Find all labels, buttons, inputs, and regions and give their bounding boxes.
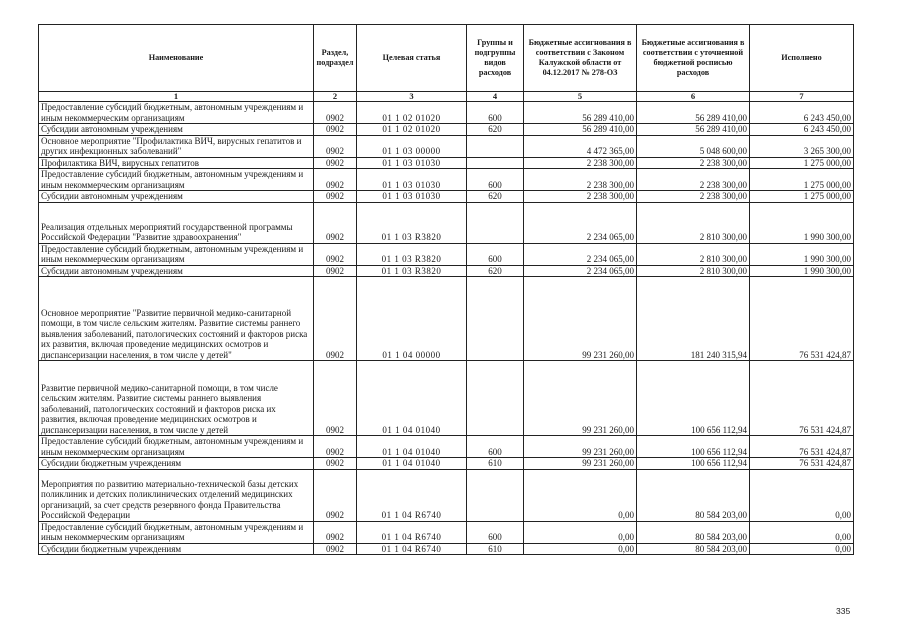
table-cell-group: 600	[467, 436, 524, 458]
table-cell-section: 0902	[314, 243, 357, 265]
table-cell-section: 0902	[314, 521, 357, 543]
table-cell-budget-refined: 100 656 112,94	[637, 458, 750, 470]
table-cell-budget-refined: 80 584 203,00	[637, 469, 750, 521]
table-cell-group: 600	[467, 243, 524, 265]
header-budget-refined: Бюджетные ассигнования в соответствии с уточненной бюджетной росписью расходов	[637, 25, 750, 92]
table-cell-budget-law: 2 238 300,00	[524, 191, 637, 203]
table-cell-group: 620	[467, 124, 524, 136]
header-executed: Исполнено	[750, 25, 854, 92]
table-cell-group	[467, 469, 524, 521]
table-cell-executed: 1 275 000,00	[750, 169, 854, 191]
table-cell-name: Субсидии автономным учреждениям	[39, 265, 314, 277]
table-cell-section: 0902	[314, 169, 357, 191]
table-body	[39, 102, 854, 555]
table-cell-target: 01 1 03 01030	[357, 169, 467, 191]
table-cell-executed: 6 243 450,00	[750, 124, 854, 136]
column-number-row	[39, 92, 854, 102]
table-cell-budget-law: 0,00	[524, 543, 637, 555]
table-cell-section: 0902	[314, 265, 357, 277]
table-cell-name: Предоставление субсидий бюджетным, автономным учреждениям и иным некоммерческим организациям	[39, 521, 314, 543]
table-cell-target: 01 1 04 01040	[357, 458, 467, 470]
budget-table	[38, 24, 854, 555]
table-cell-budget-refined: 2 810 300,00	[637, 265, 750, 277]
header-budget-law: Бюджетные ассигнования в соответствии с Законом Калужской области от 04.12.2017 № 278-ОЗ	[524, 25, 637, 92]
column-number: 1	[39, 92, 314, 102]
table-row	[39, 157, 854, 169]
table-cell-section: 0902	[314, 157, 357, 169]
table-cell-group	[467, 135, 524, 157]
table-cell-budget-law: 2 238 300,00	[524, 157, 637, 169]
table-cell-budget-refined: 2 810 300,00	[637, 243, 750, 265]
table-cell-group: 620	[467, 265, 524, 277]
table-cell-executed: 1 275 000,00	[750, 157, 854, 169]
column-number: 6	[637, 92, 750, 102]
table-cell-budget-law: 2 234 065,00	[524, 243, 637, 265]
table-cell-budget-refined: 56 289 410,00	[637, 124, 750, 136]
column-number: 5	[524, 92, 637, 102]
table-cell-budget-law: 99 231 260,00	[524, 436, 637, 458]
table-cell-section: 0902	[314, 458, 357, 470]
table-cell-budget-law: 0,00	[524, 469, 637, 521]
table-cell-budget-refined: 5 048 600,00	[637, 135, 750, 157]
table-cell-name: Предоставление субсидий бюджетным, автономным учреждениям и иным некоммерческим организациям	[39, 243, 314, 265]
table-cell-target: 01 1 04 00000	[357, 277, 467, 361]
table-cell-name: Субсидии бюджетным учреждениям	[39, 458, 314, 470]
table-cell-section: 0902	[314, 191, 357, 203]
table-row	[39, 543, 854, 555]
table-cell-target: 01 1 04 R6740	[357, 543, 467, 555]
table-cell-section: 0902	[314, 469, 357, 521]
table-cell-name: Субсидии автономным учреждениям	[39, 124, 314, 136]
table-cell-name: Предоставление субсидий бюджетным, автономным учреждениям и иным некоммерческим организациям	[39, 102, 314, 124]
table-cell-group	[467, 202, 524, 243]
table-row	[39, 436, 854, 458]
table-cell-budget-law: 56 289 410,00	[524, 124, 637, 136]
table-cell-name: Реализация отдельных мероприятий государственной программы Российской Федерации "Развитие здравоохранения"	[39, 202, 314, 243]
table-cell-budget-refined: 100 656 112,94	[637, 436, 750, 458]
table-cell-section: 0902	[314, 124, 357, 136]
header-row	[39, 25, 854, 92]
table-row	[39, 169, 854, 191]
table-row	[39, 102, 854, 124]
table-row	[39, 265, 854, 277]
table-cell-executed: 76 531 424,87	[750, 277, 854, 361]
table-cell-target: 01 1 04 R6740	[357, 521, 467, 543]
table-cell-executed: 1 990 300,00	[750, 202, 854, 243]
table-cell-executed: 0,00	[750, 521, 854, 543]
table-cell-group	[467, 277, 524, 361]
table-cell-budget-law: 56 289 410,00	[524, 102, 637, 124]
column-number: 4	[467, 92, 524, 102]
table-cell-executed: 1 275 000,00	[750, 191, 854, 203]
table-cell-name: Предоставление субсидий бюджетным, автономным учреждениям и иным некоммерческим организациям	[39, 436, 314, 458]
table-cell-group: 610	[467, 543, 524, 555]
table-cell-budget-refined: 80 584 203,00	[637, 521, 750, 543]
table-cell-name: Основное мероприятие "Развитие первичной медико-санитарной помощи, в том числе сельским жителям. Развитие системы раннего выявления заболеваний, патологических состояний и факторов риска их развития, включая проведение медицинских осмотров и диспансеризации населения, в том числе у детей"	[39, 277, 314, 361]
table-cell-group: 620	[467, 191, 524, 203]
table-cell-executed: 76 531 424,87	[750, 458, 854, 470]
table-cell-target: 01 1 03 01030	[357, 157, 467, 169]
table-cell-target: 01 1 04 R6740	[357, 469, 467, 521]
table-cell-budget-law: 0,00	[524, 521, 637, 543]
table-cell-executed: 3 265 300,00	[750, 135, 854, 157]
table-cell-executed: 0,00	[750, 543, 854, 555]
table-row	[39, 243, 854, 265]
budget-table-sheet	[38, 24, 853, 555]
table-cell-executed: 1 990 300,00	[750, 243, 854, 265]
table-cell-executed: 76 531 424,87	[750, 436, 854, 458]
table-cell-executed: 6 243 450,00	[750, 102, 854, 124]
table-cell-executed: 0,00	[750, 469, 854, 521]
table-cell-executed: 76 531 424,87	[750, 361, 854, 436]
table-cell-budget-law: 2 238 300,00	[524, 169, 637, 191]
table-cell-budget-law: 2 234 065,00	[524, 265, 637, 277]
table-cell-budget-law: 2 234 065,00	[524, 202, 637, 243]
header-group: Группы и подгруппы видов расходов	[467, 25, 524, 92]
table-row	[39, 135, 854, 157]
table-cell-group: 610	[467, 458, 524, 470]
column-number: 7	[750, 92, 854, 102]
table-cell-section: 0902	[314, 543, 357, 555]
table-cell-target: 01 1 02 01020	[357, 102, 467, 124]
table-cell-name: Мероприятия по развитию материально-технической базы детских поликлиник и детских поликлинических отделений медицинских организаций, за счет средств резервного фонда Правительства Российской Федерации	[39, 469, 314, 521]
table-cell-name: Субсидии автономным учреждениям	[39, 191, 314, 203]
table-cell-group: 600	[467, 521, 524, 543]
table-cell-section: 0902	[314, 436, 357, 458]
table-row	[39, 124, 854, 136]
table-cell-target: 01 1 02 01020	[357, 124, 467, 136]
table-cell-section: 0902	[314, 135, 357, 157]
table-cell-name: Субсидии бюджетным учреждениям	[39, 543, 314, 555]
table-cell-executed: 1 990 300,00	[750, 265, 854, 277]
table-cell-budget-refined: 2 238 300,00	[637, 157, 750, 169]
table-row	[39, 458, 854, 470]
table-cell-name: Развитие первичной медико-санитарной помощи, в том числе сельским жителям. Развитие системы раннего выявления заболеваний, патологических состояний и факторов риска их развития, включая проведение медицинских осмотров и диспансеризации населения, в том числе у детей	[39, 361, 314, 436]
table-cell-target: 01 1 04 01040	[357, 436, 467, 458]
column-number: 2	[314, 92, 357, 102]
column-number: 3	[357, 92, 467, 102]
table-cell-budget-refined: 56 289 410,00	[637, 102, 750, 124]
table-cell-section: 0902	[314, 277, 357, 361]
table-cell-section: 0902	[314, 202, 357, 243]
table-cell-group: 600	[467, 102, 524, 124]
table-cell-name: Профилактика ВИЧ, вирусных гепатитов	[39, 157, 314, 169]
table-cell-name: Основное мероприятие "Профилактика ВИЧ, вирусных гепатитов и других инфекционных заболеваний"	[39, 135, 314, 157]
table-cell-group	[467, 361, 524, 436]
table-cell-target: 01 1 03 00000	[357, 135, 467, 157]
table-cell-section: 0902	[314, 102, 357, 124]
table-row	[39, 469, 854, 521]
table-row	[39, 277, 854, 361]
table-cell-target: 01 1 03 R3820	[357, 243, 467, 265]
header-section: Раздел, подраздел	[314, 25, 357, 92]
table-cell-group	[467, 157, 524, 169]
header-name: Наименование	[39, 25, 314, 92]
table-cell-budget-refined: 181 240 315,94	[637, 277, 750, 361]
table-row	[39, 361, 854, 436]
page-number: 335	[836, 606, 851, 616]
table-cell-section: 0902	[314, 361, 357, 436]
header-target: Целевая статья	[357, 25, 467, 92]
table-cell-budget-refined: 2 238 300,00	[637, 191, 750, 203]
table-cell-budget-refined: 80 584 203,00	[637, 543, 750, 555]
table-cell-target: 01 1 04 01040	[357, 361, 467, 436]
table-cell-budget-refined: 2 810 300,00	[637, 202, 750, 243]
table-row	[39, 202, 854, 243]
table-cell-budget-law: 4 472 365,00	[524, 135, 637, 157]
table-row	[39, 191, 854, 203]
table-cell-budget-law: 99 231 260,00	[524, 458, 637, 470]
table-cell-target: 01 1 03 01030	[357, 191, 467, 203]
table-row	[39, 521, 854, 543]
table-cell-budget-refined: 2 238 300,00	[637, 169, 750, 191]
table-cell-target: 01 1 03 R3820	[357, 202, 467, 243]
table-cell-budget-law: 99 231 260,00	[524, 277, 637, 361]
table-cell-budget-refined: 100 656 112,94	[637, 361, 750, 436]
table-cell-target: 01 1 03 R3820	[357, 265, 467, 277]
table-cell-name: Предоставление субсидий бюджетным, автономным учреждениям и иным некоммерческим организациям	[39, 169, 314, 191]
table-cell-budget-law: 99 231 260,00	[524, 361, 637, 436]
table-cell-group: 600	[467, 169, 524, 191]
